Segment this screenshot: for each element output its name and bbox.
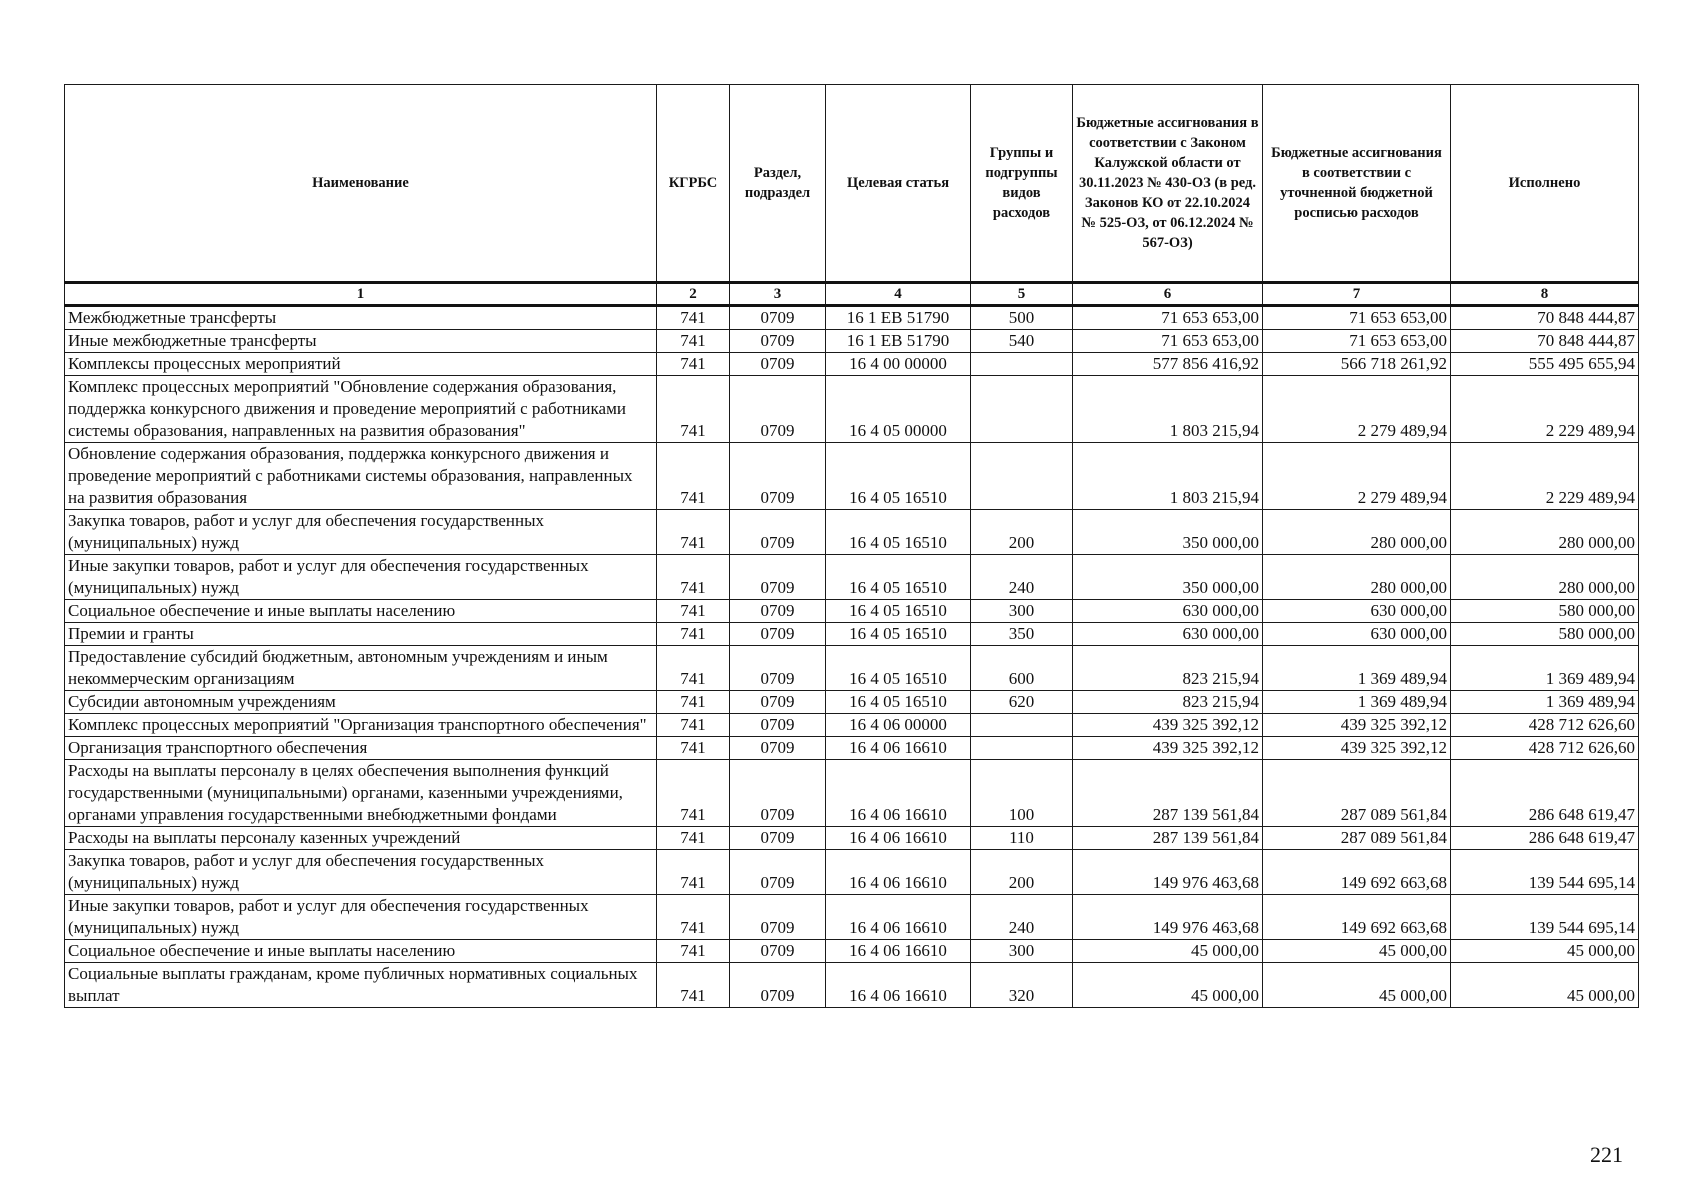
- cell-law-amount: 577 856 416,92: [1073, 353, 1263, 376]
- cell-group: 110: [971, 827, 1073, 850]
- cell-executed-amount: 70 848 444,87: [1451, 330, 1639, 353]
- table-row: [65, 353, 1639, 376]
- table-row: [65, 330, 1639, 353]
- cell-refined-amount: 439 325 392,12: [1263, 714, 1451, 737]
- cell-executed-amount: 1 369 489,94: [1451, 646, 1639, 691]
- cell-name: Социальное обеспечение и иные выплаты населению: [65, 600, 657, 623]
- header-row: [65, 85, 1639, 283]
- header-name: Наименование: [65, 85, 657, 283]
- cell-group: 540: [971, 330, 1073, 353]
- cell-name: Комплекс процессных мероприятий "Организация транспортного обеспечения": [65, 714, 657, 737]
- cell-name: Закупка товаров, работ и услуг для обеспечения государственных (муниципальных) нужд: [65, 510, 657, 555]
- cell-razdel: 0709: [730, 714, 826, 737]
- cell-kgrbs: 741: [657, 443, 730, 510]
- header-target: Целевая статья: [826, 85, 971, 283]
- cell-group: 240: [971, 555, 1073, 600]
- table-row: [65, 510, 1639, 555]
- header-kgrbs: КГРБС: [657, 85, 730, 283]
- cell-kgrbs: 741: [657, 510, 730, 555]
- cell-razdel: 0709: [730, 827, 826, 850]
- cell-kgrbs: 741: [657, 555, 730, 600]
- cell-law-amount: 1 803 215,94: [1073, 376, 1263, 443]
- cell-target: 16 4 06 16610: [826, 827, 971, 850]
- cell-razdel: 0709: [730, 623, 826, 646]
- cell-razdel: 0709: [730, 646, 826, 691]
- cell-group: 300: [971, 940, 1073, 963]
- cell-group: 320: [971, 963, 1073, 1008]
- cell-law-amount: 149 976 463,68: [1073, 850, 1263, 895]
- cell-executed-amount: 2 229 489,94: [1451, 376, 1639, 443]
- cell-name: Расходы на выплаты персоналу в целях обеспечения выполнения функций государственными (муниципальными) органами, казенными учреждениями, органами управления государственными внебюджетными фондами: [65, 760, 657, 827]
- cell-name: Комплексы процессных мероприятий: [65, 353, 657, 376]
- cell-law-amount: 287 139 561,84: [1073, 760, 1263, 827]
- cell-executed-amount: 428 712 626,60: [1451, 737, 1639, 760]
- table-row: [65, 691, 1639, 714]
- cell-executed-amount: 286 648 619,47: [1451, 760, 1639, 827]
- cell-target: 16 4 05 16510: [826, 623, 971, 646]
- cell-razdel: 0709: [730, 306, 826, 330]
- cell-law-amount: 823 215,94: [1073, 646, 1263, 691]
- cell-refined-amount: 1 369 489,94: [1263, 646, 1451, 691]
- cell-kgrbs: 741: [657, 330, 730, 353]
- cell-target: 16 4 05 16510: [826, 691, 971, 714]
- cell-name: Межбюджетные трансферты: [65, 306, 657, 330]
- cell-target: 16 4 05 16510: [826, 600, 971, 623]
- cell-name: Иные межбюджетные трансферты: [65, 330, 657, 353]
- cell-refined-amount: 45 000,00: [1263, 940, 1451, 963]
- cell-name: Иные закупки товаров, работ и услуг для обеспечения государственных (муниципальных) нужд: [65, 555, 657, 600]
- cell-executed-amount: 280 000,00: [1451, 510, 1639, 555]
- cell-kgrbs: 741: [657, 353, 730, 376]
- cell-razdel: 0709: [730, 600, 826, 623]
- header-executed: Исполнено: [1451, 85, 1639, 283]
- cell-refined-amount: 630 000,00: [1263, 623, 1451, 646]
- cell-razdel: 0709: [730, 895, 826, 940]
- cell-target: 16 4 06 16610: [826, 963, 971, 1008]
- cell-group: 240: [971, 895, 1073, 940]
- table-row: [65, 940, 1639, 963]
- cell-razdel: 0709: [730, 691, 826, 714]
- cell-law-amount: 287 139 561,84: [1073, 827, 1263, 850]
- cell-group: [971, 353, 1073, 376]
- cell-kgrbs: 741: [657, 827, 730, 850]
- cell-name: Премии и гранты: [65, 623, 657, 646]
- cell-target: 16 1 ЕВ 51790: [826, 330, 971, 353]
- cell-razdel: 0709: [730, 443, 826, 510]
- header-razdel: Раздел, подраздел: [730, 85, 826, 283]
- cell-kgrbs: 741: [657, 760, 730, 827]
- cell-name: Социальные выплаты гражданам, кроме публичных нормативных социальных выплат: [65, 963, 657, 1008]
- cell-refined-amount: 149 692 663,68: [1263, 895, 1451, 940]
- cell-razdel: 0709: [730, 376, 826, 443]
- cell-law-amount: 71 653 653,00: [1073, 306, 1263, 330]
- cell-executed-amount: 428 712 626,60: [1451, 714, 1639, 737]
- cell-refined-amount: 71 653 653,00: [1263, 306, 1451, 330]
- cell-group: 200: [971, 850, 1073, 895]
- cell-executed-amount: 1 369 489,94: [1451, 691, 1639, 714]
- cell-refined-amount: 287 089 561,84: [1263, 827, 1451, 850]
- cell-target: 16 1 ЕВ 51790: [826, 306, 971, 330]
- cell-razdel: 0709: [730, 510, 826, 555]
- column-number: 6: [1073, 283, 1263, 306]
- header-groups: Группы и подгруппы видов расходов: [971, 85, 1073, 283]
- cell-razdel: 0709: [730, 353, 826, 376]
- table-row: [65, 306, 1639, 330]
- table-row: [65, 555, 1639, 600]
- cell-name: Обновление содержания образования, поддержка конкурсного движения и проведение мероприятий с работниками системы образования, направленных на развития образования: [65, 443, 657, 510]
- cell-kgrbs: 741: [657, 623, 730, 646]
- cell-target: 16 4 05 00000: [826, 376, 971, 443]
- cell-kgrbs: 741: [657, 940, 730, 963]
- cell-executed-amount: 580 000,00: [1451, 623, 1639, 646]
- cell-refined-amount: 439 325 392,12: [1263, 737, 1451, 760]
- cell-name: Предоставление субсидий бюджетным, автономным учреждениям и иным некоммерческим организациям: [65, 646, 657, 691]
- cell-target: 16 4 05 16510: [826, 443, 971, 510]
- cell-name: Организация транспортного обеспечения: [65, 737, 657, 760]
- cell-group: 600: [971, 646, 1073, 691]
- cell-refined-amount: 287 089 561,84: [1263, 760, 1451, 827]
- cell-refined-amount: 45 000,00: [1263, 963, 1451, 1008]
- cell-law-amount: 823 215,94: [1073, 691, 1263, 714]
- table-row: [65, 895, 1639, 940]
- cell-law-amount: 350 000,00: [1073, 555, 1263, 600]
- cell-target: 16 4 05 16510: [826, 555, 971, 600]
- cell-law-amount: 630 000,00: [1073, 600, 1263, 623]
- column-number: 2: [657, 283, 730, 306]
- column-number: 5: [971, 283, 1073, 306]
- cell-kgrbs: 741: [657, 306, 730, 330]
- column-number: 3: [730, 283, 826, 306]
- cell-target: 16 4 00 00000: [826, 353, 971, 376]
- cell-razdel: 0709: [730, 330, 826, 353]
- cell-executed-amount: 70 848 444,87: [1451, 306, 1639, 330]
- cell-kgrbs: 741: [657, 737, 730, 760]
- cell-refined-amount: 71 653 653,00: [1263, 330, 1451, 353]
- cell-name: Субсидии автономным учреждениям: [65, 691, 657, 714]
- table-row: [65, 827, 1639, 850]
- cell-law-amount: 630 000,00: [1073, 623, 1263, 646]
- cell-name: Иные закупки товаров, работ и услуг для обеспечения государственных (муниципальных) нужд: [65, 895, 657, 940]
- cell-refined-amount: 566 718 261,92: [1263, 353, 1451, 376]
- cell-kgrbs: 741: [657, 600, 730, 623]
- cell-target: 16 4 06 16610: [826, 760, 971, 827]
- budget-table-container: [64, 84, 1638, 1008]
- header-refined: Бюджетные ассигнования в соответствии с уточненной бюджетной росписью расходов: [1263, 85, 1451, 283]
- column-number: 1: [65, 283, 657, 306]
- cell-executed-amount: 580 000,00: [1451, 600, 1639, 623]
- cell-kgrbs: 741: [657, 646, 730, 691]
- cell-group: 300: [971, 600, 1073, 623]
- cell-target: 16 4 05 16510: [826, 510, 971, 555]
- column-number: 4: [826, 283, 971, 306]
- cell-razdel: 0709: [730, 940, 826, 963]
- cell-razdel: 0709: [730, 737, 826, 760]
- table-row: [65, 376, 1639, 443]
- cell-target: 16 4 06 00000: [826, 714, 971, 737]
- column-number: 7: [1263, 283, 1451, 306]
- cell-refined-amount: 1 369 489,94: [1263, 691, 1451, 714]
- table-row: [65, 850, 1639, 895]
- cell-group: [971, 737, 1073, 760]
- cell-name: Расходы на выплаты персоналу казенных учреждений: [65, 827, 657, 850]
- cell-law-amount: 439 325 392,12: [1073, 714, 1263, 737]
- table-row: [65, 760, 1639, 827]
- table-row: [65, 714, 1639, 737]
- cell-law-amount: 350 000,00: [1073, 510, 1263, 555]
- column-number: 8: [1451, 283, 1639, 306]
- cell-executed-amount: 2 229 489,94: [1451, 443, 1639, 510]
- cell-group: [971, 443, 1073, 510]
- table-row: [65, 443, 1639, 510]
- cell-kgrbs: 741: [657, 691, 730, 714]
- table-row: [65, 646, 1639, 691]
- cell-executed-amount: 45 000,00: [1451, 963, 1639, 1008]
- cell-law-amount: 45 000,00: [1073, 940, 1263, 963]
- cell-executed-amount: 139 544 695,14: [1451, 895, 1639, 940]
- cell-executed-amount: 139 544 695,14: [1451, 850, 1639, 895]
- cell-kgrbs: 741: [657, 895, 730, 940]
- cell-kgrbs: 741: [657, 714, 730, 737]
- cell-refined-amount: 2 279 489,94: [1263, 443, 1451, 510]
- cell-refined-amount: 280 000,00: [1263, 510, 1451, 555]
- cell-law-amount: 149 976 463,68: [1073, 895, 1263, 940]
- cell-group: 350: [971, 623, 1073, 646]
- cell-target: 16 4 05 16510: [826, 646, 971, 691]
- cell-group: 100: [971, 760, 1073, 827]
- cell-law-amount: 439 325 392,12: [1073, 737, 1263, 760]
- table-row: [65, 623, 1639, 646]
- cell-kgrbs: 741: [657, 850, 730, 895]
- cell-name: Закупка товаров, работ и услуг для обеспечения государственных (муниципальных) нужд: [65, 850, 657, 895]
- cell-name: Социальное обеспечение и иные выплаты населению: [65, 940, 657, 963]
- cell-razdel: 0709: [730, 850, 826, 895]
- cell-group: [971, 714, 1073, 737]
- cell-executed-amount: 286 648 619,47: [1451, 827, 1639, 850]
- cell-kgrbs: 741: [657, 963, 730, 1008]
- cell-razdel: 0709: [730, 963, 826, 1008]
- table-row: [65, 963, 1639, 1008]
- column-number-row: [65, 283, 1639, 306]
- cell-refined-amount: 630 000,00: [1263, 600, 1451, 623]
- cell-executed-amount: 280 000,00: [1451, 555, 1639, 600]
- cell-group: [971, 376, 1073, 443]
- cell-target: 16 4 06 16610: [826, 737, 971, 760]
- cell-law-amount: 1 803 215,94: [1073, 443, 1263, 510]
- cell-law-amount: 71 653 653,00: [1073, 330, 1263, 353]
- cell-executed-amount: 555 495 655,94: [1451, 353, 1639, 376]
- cell-refined-amount: 280 000,00: [1263, 555, 1451, 600]
- cell-group: 200: [971, 510, 1073, 555]
- table-body: [65, 306, 1639, 1008]
- table-row: [65, 737, 1639, 760]
- cell-razdel: 0709: [730, 555, 826, 600]
- cell-target: 16 4 06 16610: [826, 850, 971, 895]
- cell-razdel: 0709: [730, 760, 826, 827]
- cell-refined-amount: 149 692 663,68: [1263, 850, 1451, 895]
- budget-table: [64, 84, 1639, 1008]
- cell-name: Комплекс процессных мероприятий "Обновление содержания образования, поддержка конкурсного движения и проведение мероприятий с работниками системы образования, направленных на развития образования": [65, 376, 657, 443]
- cell-executed-amount: 45 000,00: [1451, 940, 1639, 963]
- cell-group: 500: [971, 306, 1073, 330]
- header-law: Бюджетные ассигнования в соответствии с Законом Калужской области от 30.11.2023 № 430-ОЗ (в ред. Законов КО от 22.10.2024 № 525-ОЗ, от 06.12.2024 № 567-ОЗ): [1073, 85, 1263, 283]
- cell-target: 16 4 06 16610: [826, 895, 971, 940]
- cell-target: 16 4 06 16610: [826, 940, 971, 963]
- cell-refined-amount: 2 279 489,94: [1263, 376, 1451, 443]
- page-number: 221: [1590, 1142, 1623, 1167]
- cell-group: 620: [971, 691, 1073, 714]
- cell-kgrbs: 741: [657, 376, 730, 443]
- table-row: [65, 600, 1639, 623]
- cell-law-amount: 45 000,00: [1073, 963, 1263, 1008]
